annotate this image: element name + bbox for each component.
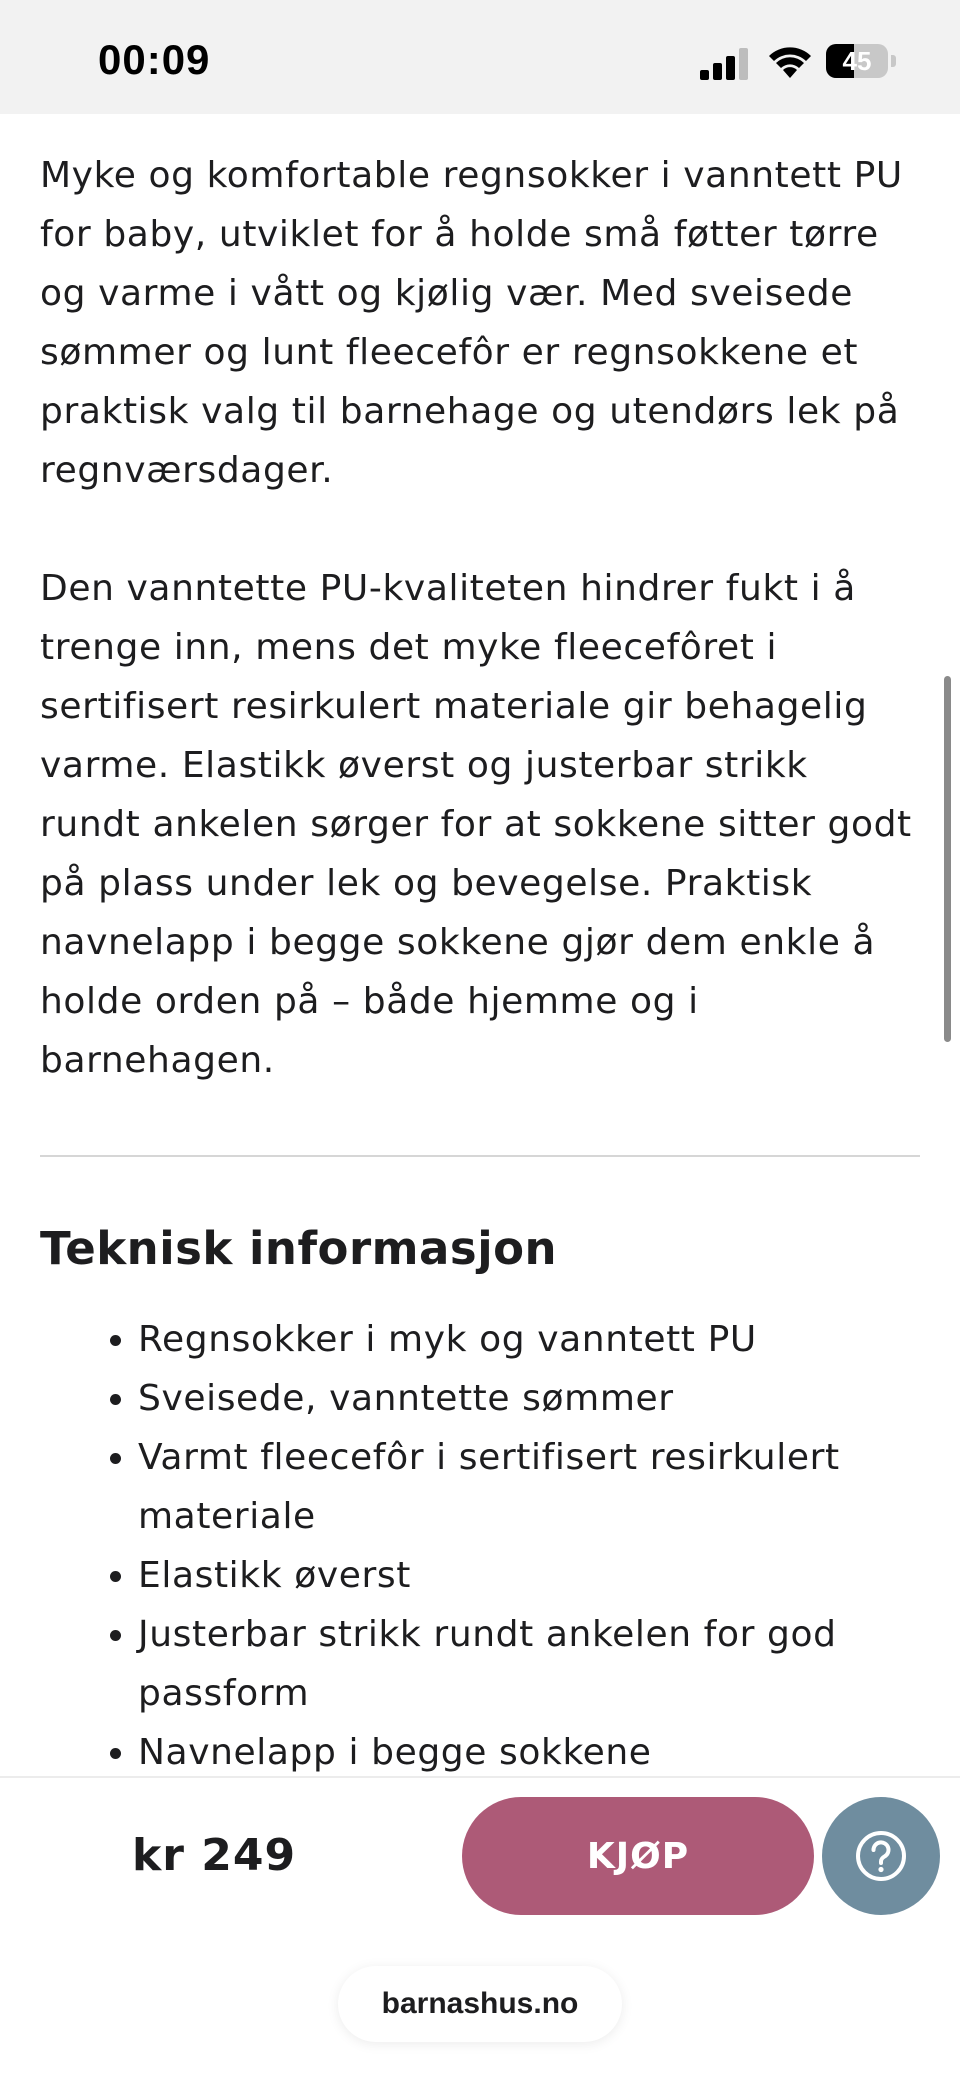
- battery-icon: [826, 44, 896, 80]
- list-item: • Sveisede, vanntette sømmer: [138, 1369, 958, 1428]
- list-item: • Navnelapp i begge sokkene: [138, 1723, 958, 1782]
- list-item: • Elastikk øverst: [138, 1546, 958, 1605]
- status-bar: [0, 0, 960, 114]
- section-divider: [40, 1155, 920, 1157]
- technical-info-title: Teknisk informasjon: [40, 1222, 558, 1275]
- product-price: kr 249: [132, 1830, 297, 1881]
- scrollbar-thumb[interactable]: [944, 676, 951, 1042]
- description-paragraph-1: Myke og komfortable regnsokker i vanntett PU for baby, utviklet for å holde små føtter tørre og varme i vått og kjølig vær. Med sveisede sømmer og lunt fleecefôr er regnsokkene et praktisk valg til barnehage og utendørs lek på regnværsdager.: [40, 155, 903, 491]
- browser-url-bar[interactable]: barnashus.no: [338, 1966, 622, 2042]
- buy-button[interactable]: KJØP: [462, 1797, 814, 1915]
- description-text: [40, 146, 920, 1090]
- list-item: • Regnsokker i myk og vanntett PU: [138, 1310, 958, 1369]
- battery-level: 45: [842, 46, 872, 76]
- help-button[interactable]: [822, 1797, 940, 1915]
- list-item: • Varmt fleecefôr i sertifisert resirkulert materiale: [138, 1428, 958, 1546]
- question-circle-icon: [855, 1830, 907, 1882]
- list-item: • Justerbar strikk rundt ankelen for god passform: [138, 1605, 958, 1723]
- battery-tip: [891, 55, 896, 67]
- wifi-icon: [768, 44, 812, 80]
- product-description: [40, 146, 920, 1149]
- technical-info-list: [98, 1310, 958, 1782]
- signal-icon: [700, 48, 750, 80]
- status-time: 00:09: [98, 36, 211, 83]
- battery-body: [826, 44, 888, 78]
- description-paragraph-2: Den vanntette PU-kvaliteten hindrer fukt i å trenge inn, mens det myke fleecefôret i sertifisert resirkulert materiale gir behagelig varme. Elastikk øverst og justerbar strikk rundt ankelen sørger for at sokkene sitter godt på plass under lek og bevegelse. Praktisk navnelapp i begge sokkene gjør dem enkle å holde orden på – både hjemme og i barnehagen.: [40, 568, 912, 1081]
